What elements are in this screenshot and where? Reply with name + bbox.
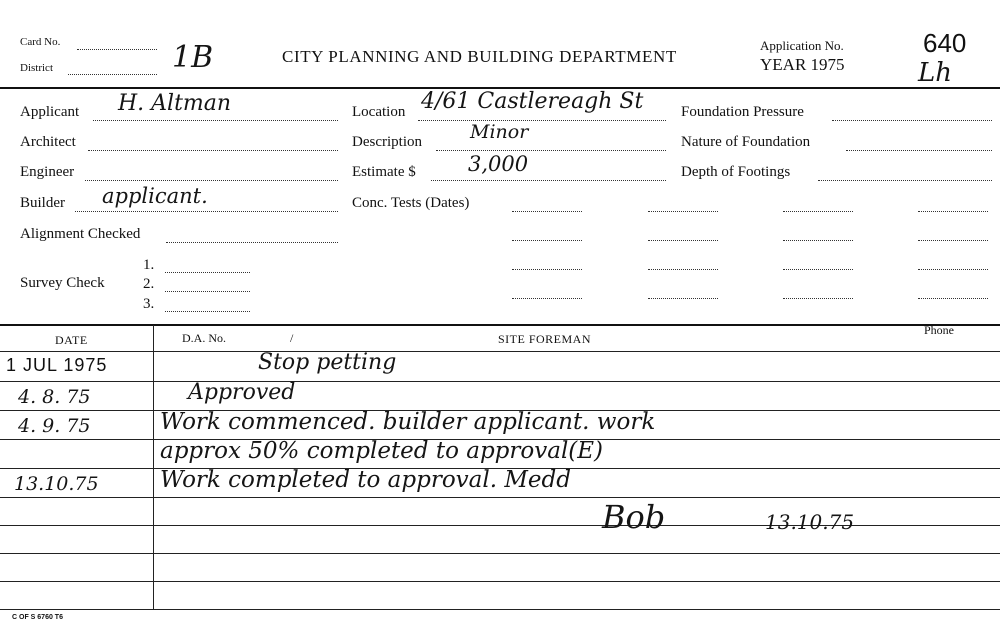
foundation-pressure-label: Foundation Pressure <box>681 104 804 120</box>
survey-item-2: 2. <box>143 276 155 292</box>
conc-test-line-1c <box>783 211 853 212</box>
architect-dotted-line <box>88 150 338 151</box>
district-dotted-line <box>68 74 157 75</box>
survey-2-dotted-line <box>165 291 250 292</box>
engineer-dotted-line <box>85 180 338 181</box>
survey-check-label: Survey Check <box>20 275 105 291</box>
log-row-3-date: 4. 9. 75 <box>18 415 91 437</box>
estimate-label: Estimate $ <box>352 164 416 180</box>
conc-test-line-1a <box>512 211 582 212</box>
estimate-value: 3,000 <box>468 152 529 176</box>
foundation-pressure-dotted-line <box>832 120 992 121</box>
survey-3-dotted-line <box>165 311 250 312</box>
da-no-column-header: D.A. No. <box>182 331 226 345</box>
log-row-2-entry: Approved <box>188 380 296 405</box>
conc-test-line-1d <box>918 211 988 212</box>
log-row-1-date: 1 JUL 1975 <box>6 355 108 375</box>
log-row-5-date: 13.10.75 <box>14 473 99 495</box>
log-top-border <box>0 324 1000 326</box>
applicant-label: Applicant <box>20 104 80 120</box>
survey-item-1: 1. <box>143 257 155 273</box>
estimate-dotted-line <box>431 180 666 181</box>
applicant-value: H. Altman <box>118 91 232 116</box>
description-label: Description <box>352 134 422 150</box>
year-label: YEAR 1975 <box>760 55 845 74</box>
date-column-header: DATE <box>55 333 88 347</box>
conc-test-line-2b <box>648 240 718 241</box>
log-rule <box>0 497 1000 498</box>
architect-label: Architect <box>20 134 76 150</box>
nature-foundation-label: Nature of Foundation <box>681 134 811 150</box>
conc-tests-label: Conc. Tests (Dates) <box>352 195 470 211</box>
alignment-dotted-line <box>166 242 338 243</box>
nature-foundation-dotted-line <box>846 150 992 151</box>
application-no-value: 640 <box>923 28 967 58</box>
conc-test-line-3d <box>918 269 988 270</box>
survey-item-3: 3. <box>143 296 155 312</box>
district-label: District <box>20 62 53 74</box>
log-rule <box>0 381 1000 382</box>
conc-test-line-4c <box>783 298 853 299</box>
department-title: CITY PLANNING AND BUILDING DEPARTMENT <box>282 47 677 66</box>
log-row-3-entry: Work commenced. builder applicant. work <box>160 409 656 435</box>
card-no-dotted-line <box>77 49 157 50</box>
location-label: Location <box>352 104 406 120</box>
engineer-label: Engineer <box>20 164 75 180</box>
builder-label: Builder <box>20 195 65 211</box>
description-dotted-line <box>436 150 666 151</box>
conc-test-line-4a <box>512 298 582 299</box>
log-header-rule <box>0 351 1000 352</box>
conc-test-line-2c <box>783 240 853 241</box>
date-column-divider <box>153 325 154 609</box>
description-value: Minor <box>470 121 529 143</box>
depth-footings-label: Depth of Footings <box>681 164 791 180</box>
conc-test-line-2d <box>918 240 988 241</box>
applicant-dotted-line <box>93 120 338 121</box>
conc-test-line-2a <box>512 240 582 241</box>
form-code: C OF S 6760 T6 <box>12 614 63 621</box>
card-no-label: Card No. <box>20 36 61 48</box>
builder-value: applicant. <box>102 184 208 208</box>
depth-footings-dotted-line <box>818 180 992 181</box>
site-foreman-column-header: SITE FOREMAN <box>498 332 592 346</box>
log-row-4-entry: approx 50% completed to approval(E) <box>160 438 604 464</box>
location-value: 4/61 Castlereagh St <box>421 89 644 114</box>
builder-dotted-line <box>75 211 338 212</box>
log-row-2-date: 4. 8. 75 <box>18 386 91 408</box>
conc-test-line-3c <box>783 269 853 270</box>
signature-date: 13.10.75 <box>765 510 855 534</box>
conc-test-line-4b <box>648 298 718 299</box>
location-dotted-line <box>418 120 666 121</box>
application-no-label: Application No. <box>760 38 844 53</box>
conc-test-line-4d <box>918 298 988 299</box>
da-no-slash: / <box>290 331 294 345</box>
log-rule <box>0 553 1000 554</box>
log-row-5-entry: Work completed to approval. Medd <box>160 467 571 493</box>
log-row-1-entry: Stop petting <box>258 350 397 375</box>
application-initials: Lh <box>918 58 953 88</box>
phone-column-header: Phone <box>924 323 954 337</box>
conc-test-line-3b <box>648 269 718 270</box>
conc-test-line-3a <box>512 269 582 270</box>
log-rule <box>0 581 1000 582</box>
foreman-signature: Bob <box>602 498 666 536</box>
log-rule <box>0 609 1000 610</box>
conc-test-line-1b <box>648 211 718 212</box>
survey-1-dotted-line <box>165 272 250 273</box>
alignment-checked-label: Alignment Checked <box>20 226 141 242</box>
card-no-value: 1B <box>172 40 214 75</box>
